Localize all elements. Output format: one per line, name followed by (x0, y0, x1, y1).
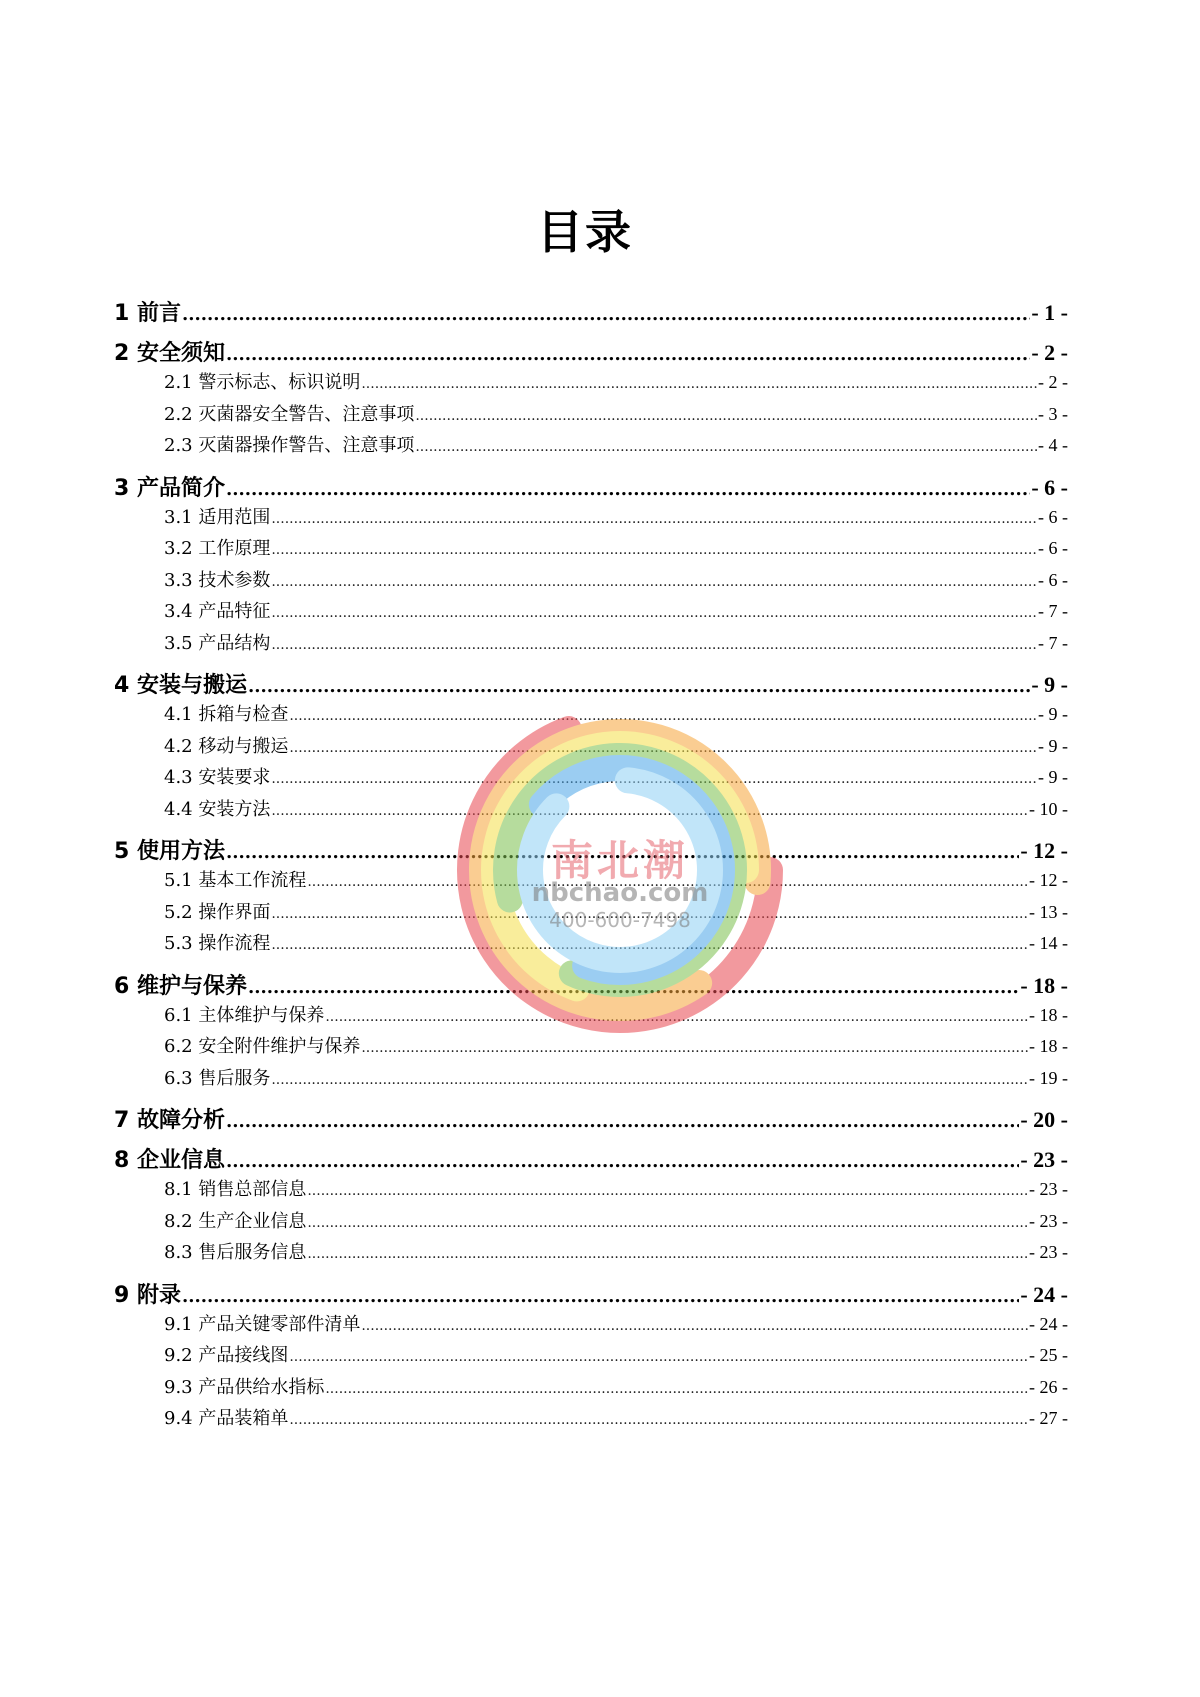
toc-page-number: - 9 - (1031, 672, 1068, 697)
toc-leader-dots (226, 479, 1030, 497)
toc-entry-label: 8.3 售后服务信息 (164, 1242, 307, 1263)
toc-entry-label: 3.3 技术参数 (164, 569, 271, 591)
toc-section-entry[interactable] (114, 534, 1068, 566)
toc-page-number: - 24 - (1020, 1281, 1068, 1307)
toc-entry-label: 2.2 灭菌器安全警告、注意事项 (164, 403, 415, 425)
toc-section-entry[interactable] (114, 795, 1068, 827)
toc-leader-dots (271, 906, 1028, 920)
toc-entry-label: 5.3 操作流程 (164, 933, 271, 954)
toc-section-entry[interactable] (114, 1310, 1068, 1342)
toc-section-entry[interactable] (114, 566, 1068, 598)
toc-entry-label: 9.1 产品关键零部件清单 (164, 1313, 361, 1335)
toc-entry-label: 4 安装与搬运 (114, 673, 247, 698)
toc-page-number: - 9 - (1038, 735, 1068, 756)
toc-section-entry[interactable] (114, 1001, 1068, 1033)
toc-section-entry[interactable] (114, 1404, 1068, 1436)
toc-page-number: - 23 - (1029, 1210, 1068, 1231)
toc-page-number: - 10 - (1029, 798, 1068, 819)
toc-section-entry[interactable] (114, 1032, 1068, 1064)
toc-page-number: - 13 - (1029, 901, 1068, 922)
toc-leader-dots (226, 842, 1019, 860)
toc-page-number: - 6 - (1038, 506, 1068, 527)
toc-page-number: - 3 - (1038, 403, 1068, 424)
toc-leader-dots (271, 771, 1037, 785)
toc-leader-dots (307, 1246, 1028, 1260)
toc-leader-dots (325, 1009, 1028, 1023)
toc-section-entry[interactable] (114, 1341, 1068, 1373)
toc-section-entry[interactable] (114, 732, 1068, 764)
watermark-phone: 400-600-7498 (549, 908, 691, 932)
toc-page-number: - 18 - (1029, 1036, 1068, 1056)
toc-leader-dots (182, 304, 1030, 322)
toc-chapter-entry[interactable] (114, 1278, 1068, 1310)
toc-entry-label: 2 安全须知 (114, 341, 225, 366)
watermark-brand: 南北潮 (550, 836, 689, 885)
toc-leader-dots (361, 376, 1037, 390)
toc-page-number: - 6 - (1038, 569, 1068, 590)
toc-chapter-entry[interactable] (114, 834, 1068, 866)
toc-leader-dots (307, 1183, 1028, 1197)
toc-page-number: - 9 - (1038, 704, 1068, 724)
toc-entry-label: 6.3 售后服务 (164, 1067, 271, 1089)
toc-section-entry[interactable] (114, 763, 1068, 795)
toc-section-entry[interactable] (114, 866, 1068, 898)
toc-leader-dots (271, 1072, 1028, 1086)
toc-leader-dots (271, 803, 1028, 817)
toc-section-entry[interactable] (114, 700, 1068, 732)
toc-entry-label: 1 前言 (114, 301, 181, 326)
toc-leader-dots (226, 1151, 1019, 1169)
toc-entry-label: 3.5 产品结构 (164, 632, 271, 654)
toc-leader-dots (248, 977, 1019, 995)
toc-entry-label: 4.1 拆箱与检查 (164, 704, 289, 725)
toc-page-number: - 12 - (1020, 838, 1068, 863)
toc-entry-label: 5.1 基本工作流程 (164, 870, 307, 891)
toc-page-number: - 23 - (1029, 1242, 1068, 1262)
toc-page-number: - 9 - (1038, 767, 1068, 787)
toc-leader-dots (271, 937, 1028, 951)
toc-section-entry[interactable] (114, 1175, 1068, 1207)
toc-page-number: - 23 - (1029, 1179, 1068, 1199)
toc-entry-label: 6 维护与保养 (114, 973, 247, 999)
toc-leader-dots (271, 605, 1037, 619)
toc-section-entry[interactable] (114, 368, 1068, 400)
toc-leader-dots (226, 1111, 1019, 1129)
toc-page-number: - 26 - (1029, 1376, 1068, 1397)
toc-page-number: - 14 - (1029, 933, 1068, 953)
toc-entry-label: 3 产品简介 (114, 475, 225, 501)
toc-entry-label: 5.2 操作界面 (164, 901, 271, 923)
toc-entry-label: 8 企业信息 (114, 1148, 225, 1173)
toc-page-number: - 24 - (1029, 1313, 1068, 1334)
toc-chapter-entry[interactable] (114, 969, 1068, 1001)
toc-entry-label: 2.1 警示标志、标识说明 (164, 372, 361, 393)
toc-page-number: - 12 - (1029, 870, 1068, 890)
toc-chapter-entry[interactable] (114, 471, 1068, 503)
toc-page-number: - 19 - (1029, 1067, 1068, 1088)
toc-leader-dots (325, 1381, 1028, 1395)
watermark-site: nbchao.com (531, 878, 709, 908)
toc-entry-label: 9.3 产品供给水指标 (164, 1376, 325, 1398)
toc-page-number: - 2 - (1038, 372, 1068, 392)
toc-section-entry[interactable] (114, 1373, 1068, 1405)
toc-chapter-entry[interactable] (114, 1103, 1068, 1135)
toc-page-number: - 27 - (1029, 1408, 1068, 1428)
toc-entry-label: 2.3 灭菌器操作警告、注意事项 (164, 435, 415, 456)
toc-section-entry[interactable] (114, 898, 1068, 930)
toc-entry-label: 5 使用方法 (114, 839, 225, 864)
toc-entry-label: 9.4 产品装箱单 (164, 1408, 289, 1429)
toc-entry-label: 4.2 移动与搬运 (164, 735, 289, 757)
toc-leader-dots (307, 874, 1028, 888)
toc-section-entry[interactable] (114, 629, 1068, 661)
toc-page-number: - 6 - (1031, 474, 1068, 500)
toc-entry-label: 6.1 主体维护与保养 (164, 1004, 325, 1026)
toc-leader-dots (289, 708, 1037, 722)
toc-page-number: - 20 - (1020, 1107, 1068, 1132)
toc-leader-dots (289, 740, 1037, 754)
toc-leader-dots (289, 1349, 1028, 1363)
toc-entry-label: 9.2 产品接线图 (164, 1345, 289, 1366)
toc-entry-label: 3.2 工作原理 (164, 538, 271, 559)
toc-leader-dots (271, 574, 1037, 588)
toc-entry-label: 7 故障分析 (114, 1108, 225, 1133)
toc-leader-dots (361, 1040, 1028, 1054)
toc-section-entry[interactable] (114, 400, 1068, 432)
toc-entry-label: 3.1 适用范围 (164, 506, 271, 528)
toc-page-number: - 23 - (1020, 1147, 1068, 1172)
toc-section-entry[interactable] (114, 929, 1068, 961)
toc-entry-label: 4.4 安装方法 (164, 798, 271, 820)
toc-page-number: - 2 - (1031, 340, 1068, 365)
page-title: 目录 (537, 205, 633, 259)
toc-chapter-entry[interactable] (114, 1143, 1068, 1175)
toc-entry-label: 9 附录 (114, 1282, 181, 1308)
toc-page-number: - 7 - (1038, 632, 1068, 653)
toc-page-number: - 7 - (1038, 601, 1068, 621)
toc-leader-dots (271, 511, 1037, 525)
toc-entry-label: 3.4 产品特征 (164, 601, 271, 622)
toc-entry-label: 8.1 销售总部信息 (164, 1179, 307, 1200)
toc-leader-dots (361, 1318, 1028, 1332)
toc-section-entry[interactable] (114, 1238, 1068, 1270)
toc-page-number: - 1 - (1031, 300, 1068, 325)
toc-page-number: - 6 - (1038, 538, 1068, 558)
toc-section-entry[interactable] (114, 597, 1068, 629)
toc-leader-dots (307, 1215, 1028, 1229)
toc-leader-dots (182, 1286, 1019, 1304)
toc-section-entry[interactable] (114, 503, 1068, 535)
toc-leader-dots (226, 344, 1030, 362)
toc-page-number: - 18 - (1029, 1004, 1068, 1025)
toc-section-entry[interactable] (114, 431, 1068, 463)
toc-page-number: - 4 - (1038, 435, 1068, 455)
toc-entry-label: 6.2 安全附件维护与保养 (164, 1036, 361, 1057)
toc-entry-label: 8.2 生产企业信息 (164, 1210, 307, 1232)
toc-section-entry[interactable] (114, 1064, 1068, 1096)
toc-chapter-entry[interactable] (114, 336, 1068, 368)
toc-section-entry[interactable] (114, 1207, 1068, 1239)
toc-leader-dots (415, 439, 1037, 453)
toc-leader-dots (289, 1412, 1028, 1426)
toc-leader-dots (415, 408, 1037, 422)
toc-leader-dots (248, 676, 1030, 694)
toc-leader-dots (271, 542, 1037, 556)
toc-chapter-entry[interactable] (114, 668, 1068, 700)
toc-leader-dots (271, 637, 1037, 651)
table-of-contents (114, 296, 1068, 1436)
toc-page-number: - 18 - (1020, 972, 1068, 998)
toc-page-number: - 25 - (1029, 1345, 1068, 1365)
toc-entry-label: 4.3 安装要求 (164, 767, 271, 788)
toc-chapter-entry[interactable] (114, 296, 1068, 328)
